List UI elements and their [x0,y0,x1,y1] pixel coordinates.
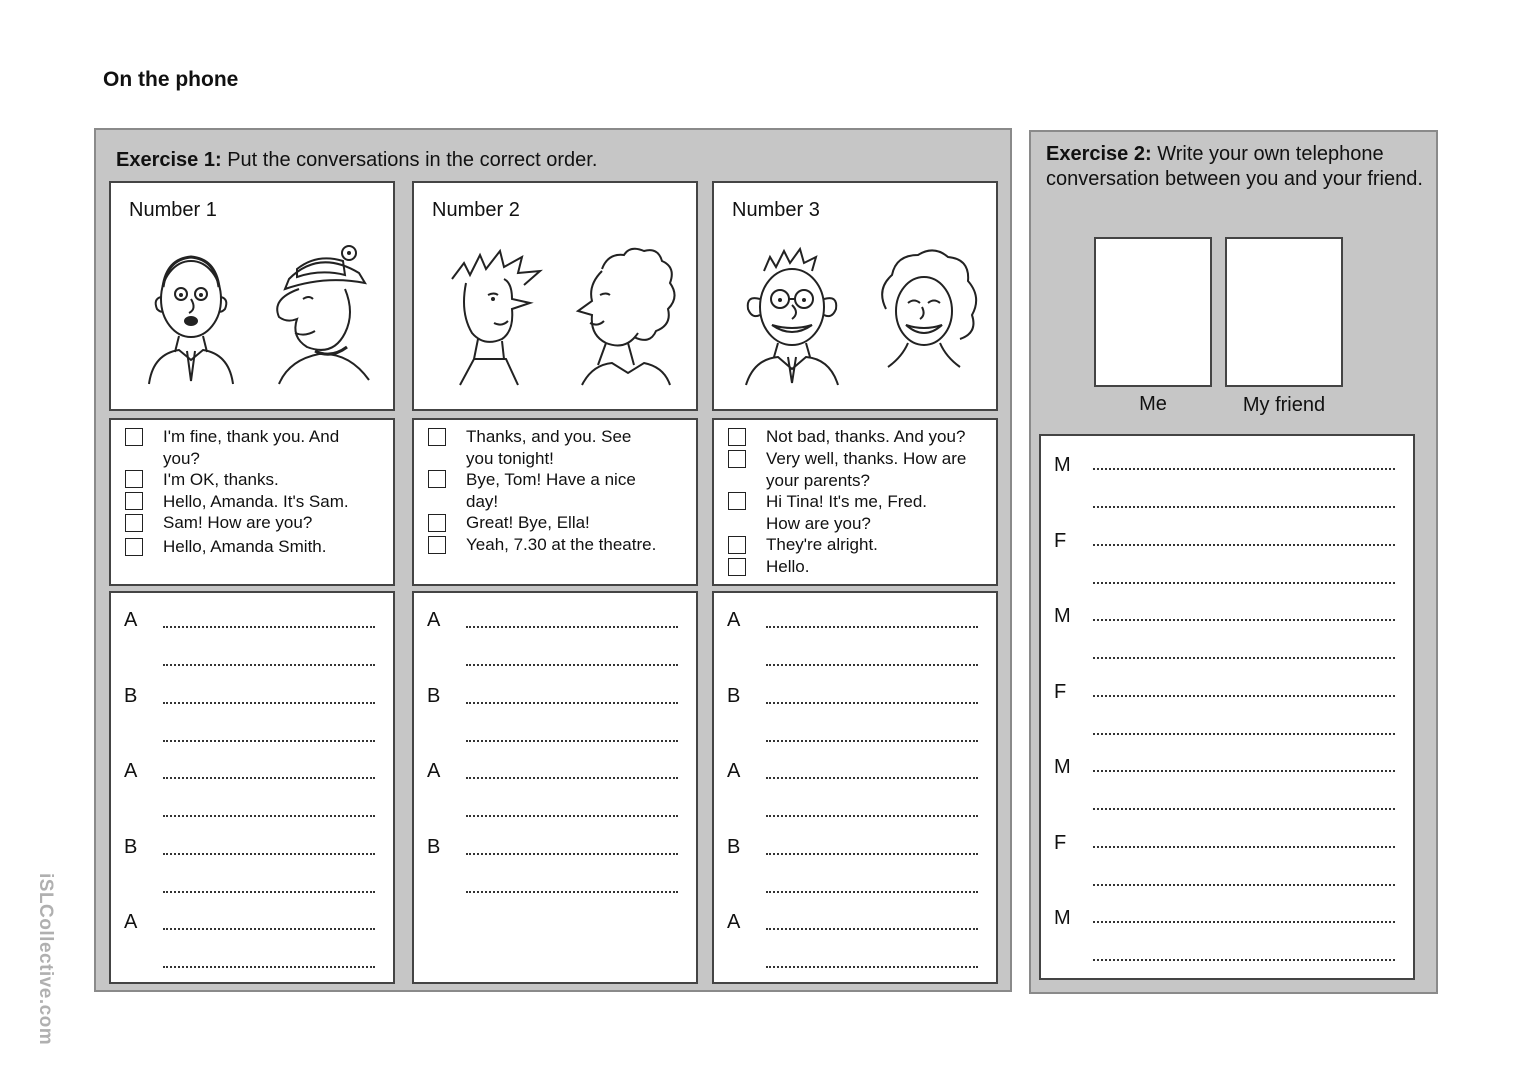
order-checkbox[interactable] [125,538,143,556]
answer-line[interactable] [466,853,678,855]
answer-line[interactable] [1093,657,1395,659]
answer-line[interactable] [1093,921,1395,923]
order-checkbox[interactable] [428,514,446,532]
exercise-2-heading [1046,142,1431,192]
glasses-man-cartoon [728,239,850,387]
order-checkbox[interactable] [125,428,143,446]
options-box-number-3 [712,418,998,586]
option-text: Hello, Amanda Smith. [163,537,327,556]
answer-line[interactable] [163,815,375,817]
answer-line[interactable] [1093,733,1395,735]
answer-line[interactable] [766,853,978,855]
speaker-label: A [124,911,138,933]
answer-line[interactable] [1093,544,1395,546]
curly-hair-woman-cartoon [562,239,684,387]
speaker-label: A [427,760,441,782]
order-checkbox[interactable] [125,492,143,510]
answer-line[interactable] [466,777,678,779]
answer-line[interactable] [766,891,978,893]
picture-box-number-2 [412,181,698,411]
my-friend-label: My friend [1242,394,1326,416]
order-checkbox[interactable] [728,558,746,576]
answer-line[interactable] [163,891,375,893]
answer-line[interactable] [766,815,978,817]
answer-line[interactable] [163,853,375,855]
exercise-2-instruction: Write your own telephone conversation between you and your friend. [1046,143,1423,190]
exercise-1-panel [94,128,1012,992]
speaker-label: A [427,609,441,631]
exercise-2-label: Exercise 2: [1046,143,1152,165]
speaker-label: B [124,835,138,858]
order-checkbox[interactable] [728,428,746,446]
option-text: Sam! How are you? [163,513,313,532]
speaker-label: F [1054,831,1067,854]
order-checkbox[interactable] [125,514,143,532]
speaker-label: F [1054,529,1067,552]
speaker-label: A [727,609,741,631]
option-text: Not bad, thanks. And you? [766,427,966,446]
option-text: They're alright. [766,535,878,554]
answer-line[interactable] [163,702,375,704]
options-box-number-2 [412,418,698,586]
smiling-woman-cartoon [864,239,986,387]
answer-line[interactable] [1093,582,1395,584]
answer-line[interactable] [1093,468,1395,470]
picture-box-number-3 [712,181,998,411]
option-text: Hi Tina! It's me, Fred. How are you? [766,492,928,533]
answer-line[interactable] [1093,808,1395,810]
speaker-label: B [727,684,741,707]
option-text: Bye, Tom! Have a nice day! [466,470,636,511]
speaker-label: M [1054,756,1071,778]
picture-box-title: Number 3 [732,199,820,221]
answer-line[interactable] [466,626,678,628]
speaker-label: B [124,684,138,707]
answer-line[interactable] [1093,506,1395,508]
answer-line[interactable] [1093,770,1395,772]
watermark: iSLCollective.com [35,873,56,1046]
exercise-2-panel [1029,130,1438,994]
option-text: I'm OK, thanks. [163,470,279,489]
speaker-label: M [1054,454,1071,476]
exercise-1-label: Exercise 1: [116,149,222,171]
picture-box-title: Number 2 [432,199,520,221]
answer-line[interactable] [766,966,978,968]
speaker-label: M [1054,907,1071,929]
speaker-label: A [124,609,138,631]
option-text: Hello, Amanda. It's Sam. [163,492,349,511]
option-text: I'm fine, thank you. And you? [163,427,340,468]
answer-line[interactable] [466,815,678,817]
page-title: On the phone [103,68,239,91]
answer-line[interactable] [466,702,678,704]
hat-man-cartoon [259,239,381,387]
exercise-1-instruction: Put the conversations in the correct order. [227,149,598,171]
option-text: Thanks, and you. See you tonight! [466,427,632,468]
order-checkbox[interactable] [428,536,446,554]
option-text: Hello. [766,557,810,576]
answer-line[interactable] [766,740,978,742]
option-text: Yeah, 7.30 at the theatre. [466,535,657,554]
answer-line[interactable] [766,928,978,930]
exercise-1-heading [116,148,597,173]
option-text: Very well, thanks. How are your parents? [766,449,967,490]
answer-line[interactable] [163,626,375,628]
friend-photo-box[interactable] [1225,237,1343,387]
picture-box-title: Number 1 [129,199,217,221]
answer-line[interactable] [466,891,678,893]
speaker-label: A [727,760,741,782]
answer-line[interactable] [766,626,978,628]
answer-line[interactable] [163,664,375,666]
answer-line[interactable] [766,777,978,779]
speaker-label: M [1054,605,1071,627]
speaker-label: B [427,684,441,707]
order-checkbox[interactable] [728,536,746,554]
order-checkbox[interactable] [125,470,143,488]
exercise-2-answer-box [1039,434,1415,980]
answer-line[interactable] [466,740,678,742]
messy-hair-man-cartoon [432,239,554,387]
answer-line[interactable] [163,966,375,968]
bald-man-cartoon [129,239,251,387]
speaker-label: A [124,760,138,782]
option-text: Great! Bye, Ella! [466,513,590,532]
answer-box-number-1 [109,591,395,984]
answer-line[interactable] [163,928,375,930]
picture-box-number-1 [109,181,395,411]
speaker-label: B [427,835,441,858]
answer-line[interactable] [1093,884,1395,886]
order-checkbox[interactable] [428,428,446,446]
answer-box-number-2 [412,591,698,984]
me-label: Me [1139,393,1167,415]
answer-box-number-3 [712,591,998,984]
answer-line[interactable] [163,777,375,779]
order-checkbox[interactable] [428,470,446,488]
answer-line[interactable] [1093,846,1395,848]
order-checkbox[interactable] [728,492,746,510]
answer-line[interactable] [1093,959,1395,961]
answer-line[interactable] [766,664,978,666]
speaker-label: B [727,835,741,858]
options-box-number-1 [109,418,395,586]
order-checkbox[interactable] [728,450,746,468]
answer-line[interactable] [766,702,978,704]
answer-line[interactable] [466,664,678,666]
answer-line[interactable] [163,740,375,742]
answer-line[interactable] [1093,619,1395,621]
speaker-label: F [1054,680,1067,703]
speaker-label: A [727,911,741,933]
me-photo-box[interactable] [1094,237,1212,387]
answer-line[interactable] [1093,695,1395,697]
